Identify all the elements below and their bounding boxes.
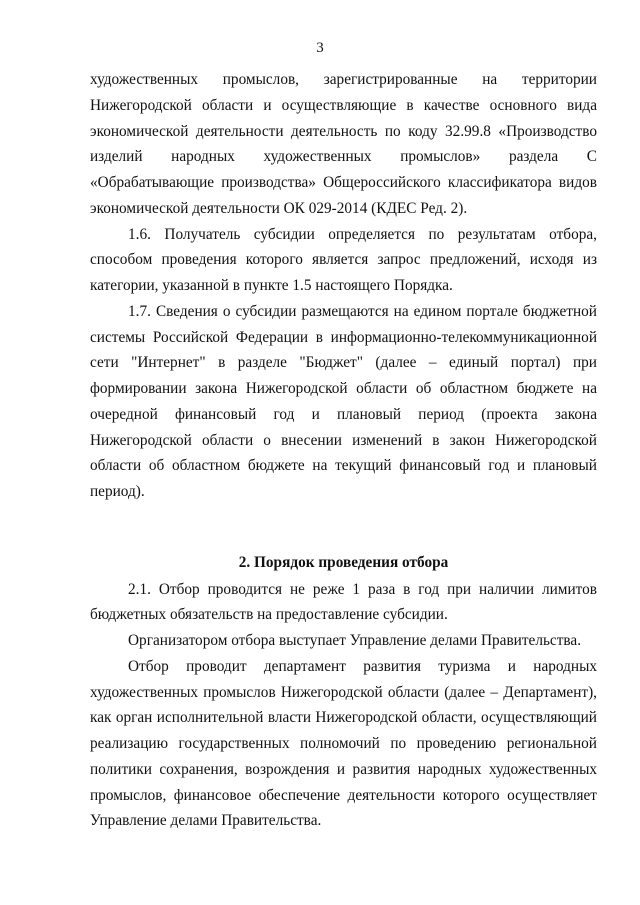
section-heading: 2. Порядок проведения отбора [238,553,449,571]
page-number: 3 [316,40,324,56]
document-body [90,67,597,834]
paragraph-1-7: 1.7. Сведения о субсидии размещаются на едином портале бюджетной системы Российской Федерации в информационно-телекоммуникационной сети "Интернет" в разделе "Бюджет" (далее – единый портал) при формировании закона Нижегородской области об областном бюджете на очередной финансовый год и плановый период (проекта закона Нижегородской области о внесении изменений в закон Нижегородской области об областном бюджете на текущий финансовый год и плановый период). [90,302,597,500]
paragraph-2-1: 2.1. Отбор проводится не реже 1 раза в год при наличии лимитов бюджетных обязательств на предоставление субсидии. [90,580,597,624]
paragraph-organizer: Организатором отбора выступает Управление делами Правительства. [128,632,582,649]
paragraph-1-6: 1.6. Получатель субсидии определяется по результатам отбора, способом проведения которого является запрос предложений, исходя из категории, указанной в пункте 1.5 настоящего Порядка. [90,225,597,294]
paragraph-department: Отбор проводит департамент развития туризма и народных художественных промыслов Нижегородской области (далее – Департамент), как орган исполнительной власти Нижегородской области, осуществляющий реализацию государственных полномочий по проведению региональной политики сохранения, возрождения и развития народных художественных промыслов, финансовое обеспечение деятельности которого осуществляет Управление делами Правительства. [90,657,597,830]
paragraph-continuation: художественных промыслов, зарегистрированные на территории Нижегородской области и осуществляющие в качестве основного вида экономической деятельности деятельность по коду 32.99.8 «Производство изделий народных художественных промыслов» раздела С «Обрабатывающие производства» Общероссийского классификатора видов экономической деятельности ОК 029-2014 (КДЕС Ред. 2). [90,71,597,217]
